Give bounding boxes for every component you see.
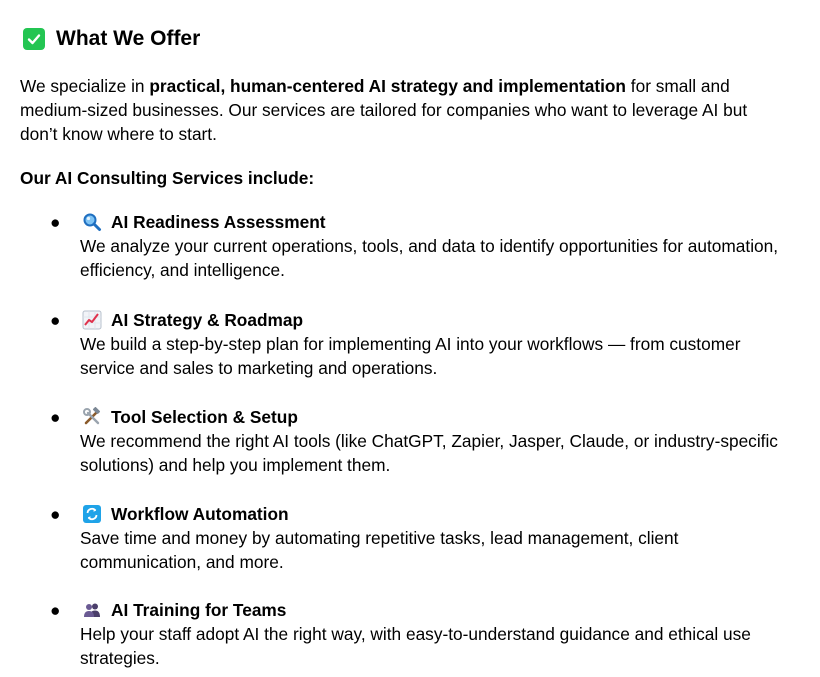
people-icon bbox=[82, 600, 102, 620]
check-icon bbox=[23, 28, 45, 50]
hammer-wrench-icon bbox=[82, 407, 102, 427]
service-title: AI Training for Teams bbox=[111, 600, 287, 620]
chart-increasing-icon bbox=[82, 310, 102, 330]
service-description: We build a step-by-step plan for implementing AI into your workflows — from customer service and sales to marketing and operations. bbox=[80, 334, 741, 378]
heading-text: What We Offer bbox=[56, 27, 201, 50]
intro-before: We specialize in bbox=[20, 76, 150, 96]
bullet: ● bbox=[50, 212, 61, 232]
service-title: Tool Selection & Setup bbox=[111, 407, 298, 427]
section-heading bbox=[23, 27, 200, 51]
magnifier-icon bbox=[82, 212, 102, 232]
intro-bold: practical, human-centered AI strategy and implementation bbox=[149, 76, 626, 96]
service-description: We analyze your current operations, tools, and data to identify opportunities for automation, efficiency, and intelligence. bbox=[80, 236, 779, 280]
bullet: ● bbox=[50, 504, 61, 524]
bullet: ● bbox=[50, 407, 61, 427]
bullet: ● bbox=[50, 310, 61, 330]
services-title: Our AI Consulting Services include: bbox=[20, 168, 315, 188]
service-title: Workflow Automation bbox=[111, 504, 289, 524]
arrows-cycle-icon bbox=[82, 504, 102, 524]
intro-after: for small and medium-sized businesses. Our services are tailored for companies who want to leverage AI but don’t know where to start. bbox=[20, 76, 748, 144]
service-description: Help your staff adopt AI the right way, with easy-to-understand guidance and ethical use strategies. bbox=[80, 624, 751, 668]
service-title: AI Readiness Assessment bbox=[111, 212, 326, 232]
service-description: Save time and money by automating repetitive tasks, lead management, client communication, and more. bbox=[80, 528, 679, 572]
intro-paragraph bbox=[20, 74, 780, 146]
service-description: We recommend the right AI tools (like ChatGPT, Zapier, Jasper, Claude, or industry-specific solutions) and help you implement them. bbox=[80, 431, 778, 475]
service-title: AI Strategy & Roadmap bbox=[111, 310, 304, 330]
bullet: ● bbox=[50, 600, 61, 620]
